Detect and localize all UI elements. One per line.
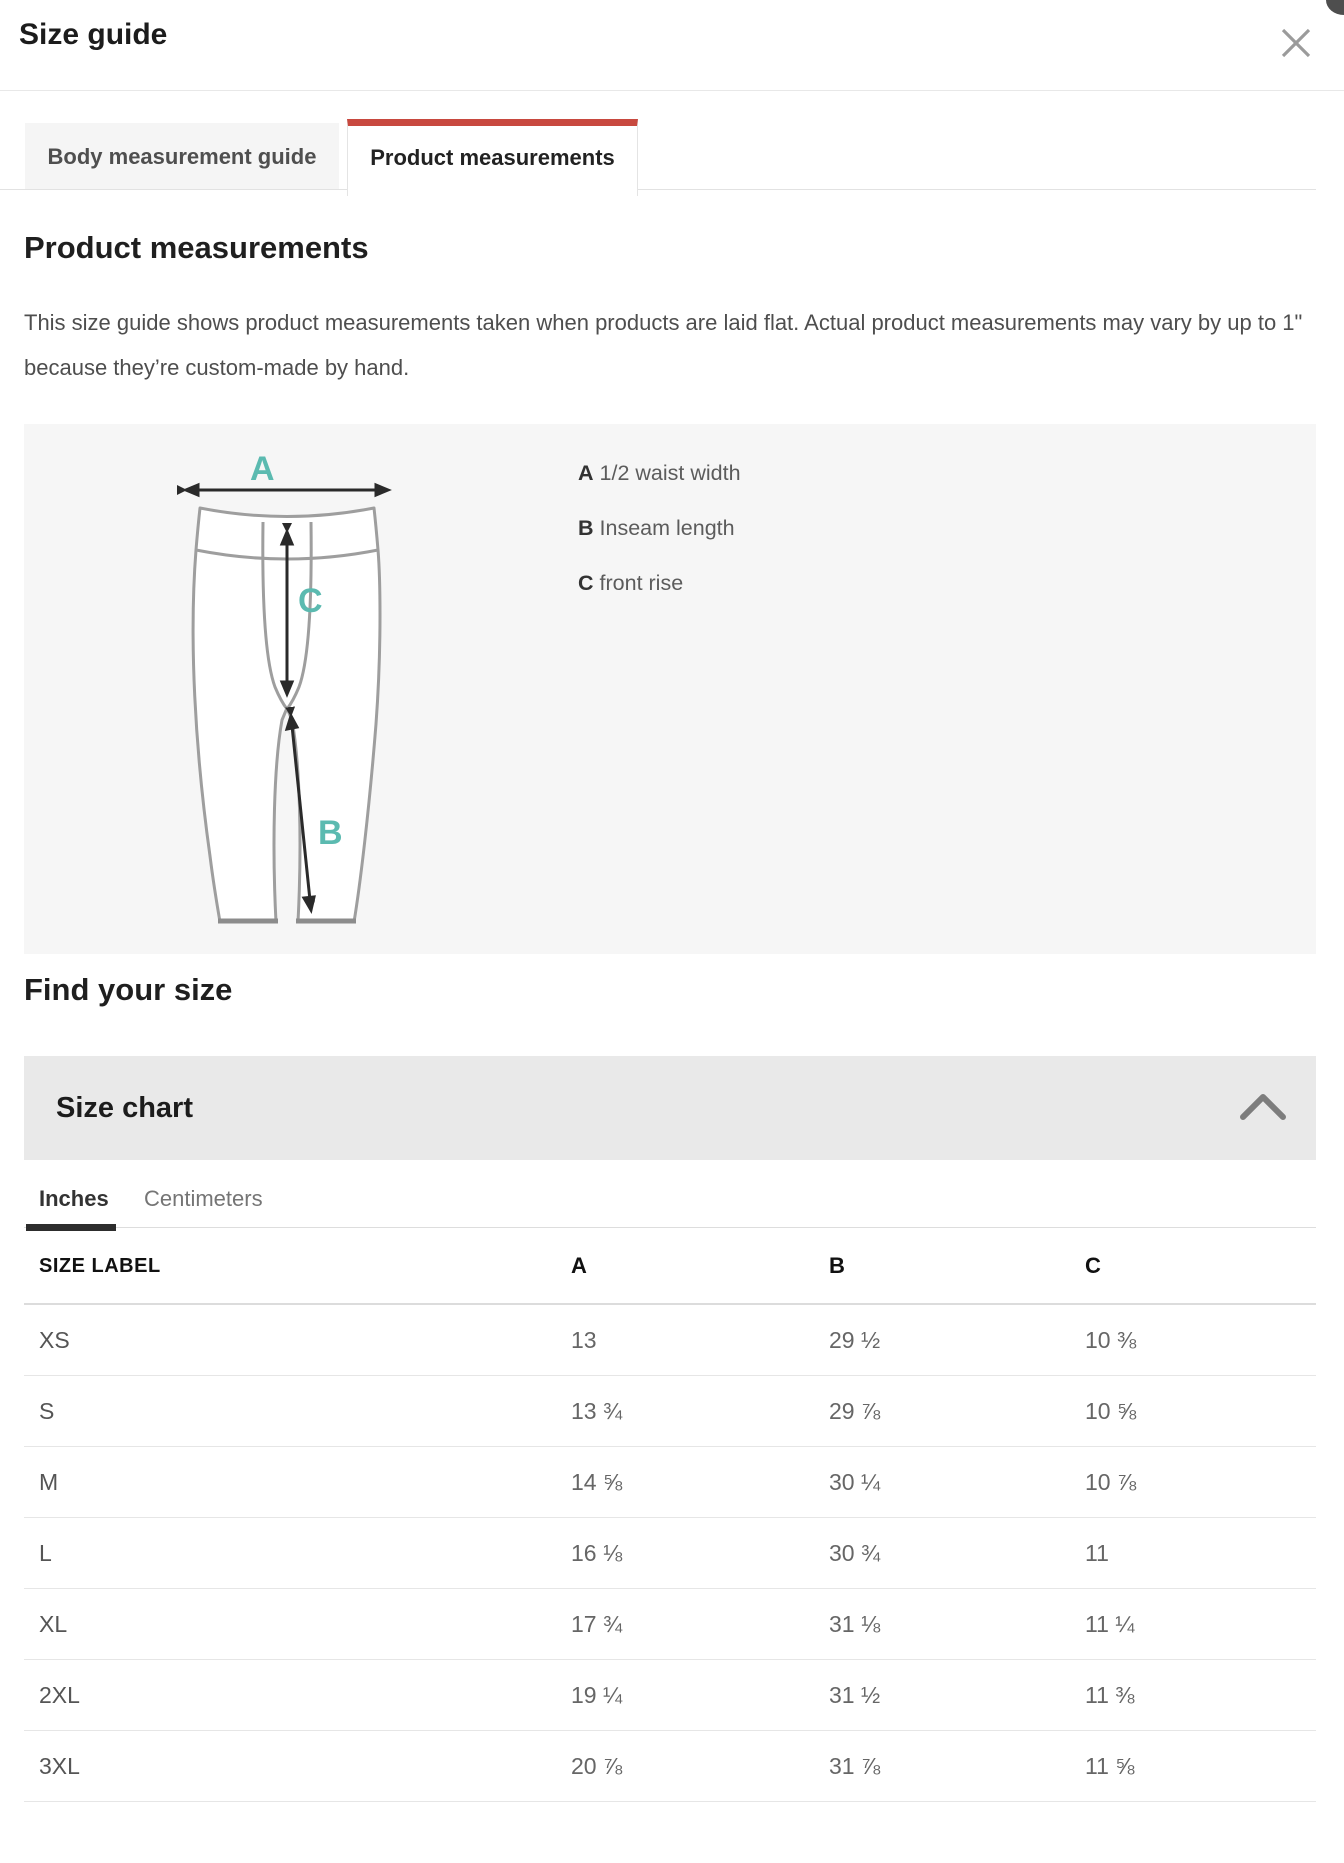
measurement-cell: 13 ¾ [571,1397,623,1424]
measurement-cell: 16 ⅛ [571,1539,623,1566]
measurement-cell: 30 ¼ [829,1468,881,1495]
measurement-cell: 10 ⅜ [1085,1326,1137,1353]
label-c: C [298,582,323,620]
measurement-cell: 11 [1085,1539,1109,1566]
measurement-cell: 31 ⅛ [829,1610,881,1637]
size-label-cell: S [39,1397,55,1424]
size-label-cell: XS [39,1326,70,1353]
page-title: Product measurements [24,230,369,265]
unit-tabs [24,1180,1316,1228]
unit-tab-centimeters[interactable]: Centimeters [144,1186,263,1211]
find-your-size-heading: Find your size [24,972,233,1007]
table-row-3xl [24,1731,1316,1802]
unit-tab-inches[interactable]: Inches [39,1186,109,1211]
size-table-body [24,1305,1316,1802]
table-row-m [24,1447,1316,1518]
header-divider [0,90,1344,91]
measurement-cell: 29 ⅞ [829,1397,881,1424]
legend-item-c: C front rise [578,571,684,595]
column-header-size-label: SIZE LABEL [39,1254,161,1277]
size-chart-toggle[interactable] [24,1056,1316,1160]
column-header-c: C [1085,1253,1101,1278]
table-row-xs [24,1305,1316,1376]
section-description: This size guide shows product measurements taken when products are laid flat. Actual product measurements may vary by up to 1" because they’re custom-made by hand. [24,310,1303,380]
measurement-cell: 29 ½ [829,1326,881,1353]
measurement-cell: 19 ¼ [571,1681,623,1708]
tab-product-measurements[interactable]: Product measurements [347,119,638,196]
close-icon [1278,25,1314,61]
measurement-cell: 20 ⅞ [571,1752,623,1779]
legend-item-a: A 1/2 waist width [578,461,741,485]
size-label-cell: 2XL [39,1681,80,1708]
table-row-s [24,1376,1316,1447]
table-row-l [24,1518,1316,1589]
measurement-cell: 31 ⅞ [829,1752,881,1779]
measurement-cell: 11 ⅝ [1085,1752,1135,1779]
size-chart-title: Size chart [56,1092,193,1124]
column-header-a: A [571,1253,587,1278]
legend-key: C [578,571,594,595]
measurement-cell: 11 ¼ [1085,1610,1135,1637]
page-corner-artifact [1326,0,1344,15]
table-row-2xl [24,1660,1316,1731]
legend-key: B [578,516,594,540]
modal-title: Size guide [19,18,168,51]
measurement-cell: 17 ¾ [571,1610,623,1637]
measurement-cell: 14 ⅝ [571,1468,623,1495]
label-b: B [318,814,343,852]
size-label-cell: 3XL [39,1752,80,1779]
measurement-cell: 11 ⅜ [1085,1681,1135,1708]
measurement-cell: 31 ½ [829,1681,881,1708]
tabs-divider [0,189,1316,190]
size-label-cell: M [39,1468,59,1495]
table-row-xl [24,1589,1316,1660]
size-table [24,1229,1316,1802]
measurement-cell: 30 ¾ [829,1539,881,1566]
table-header-row [24,1229,1316,1305]
legend-key: A [578,461,594,485]
column-header-b: B [829,1253,845,1278]
measurement-cell: 10 ⅞ [1085,1468,1137,1495]
size-label-cell: L [39,1539,52,1566]
measurement-cell: 13 [571,1326,597,1353]
chevron-up-icon[interactable] [1240,1094,1286,1120]
measurement-cell: 10 ⅝ [1085,1397,1137,1424]
label-a: A [250,450,275,488]
tab-body-measurement-guide[interactable]: Body measurement guide [25,123,339,190]
leggings-measurement-diagram [24,424,1316,954]
close-button[interactable] [1278,25,1314,61]
size-label-cell: XL [39,1610,68,1637]
measurement-diagram-panel [24,424,1316,954]
legend-item-b: B Inseam length [578,516,735,540]
